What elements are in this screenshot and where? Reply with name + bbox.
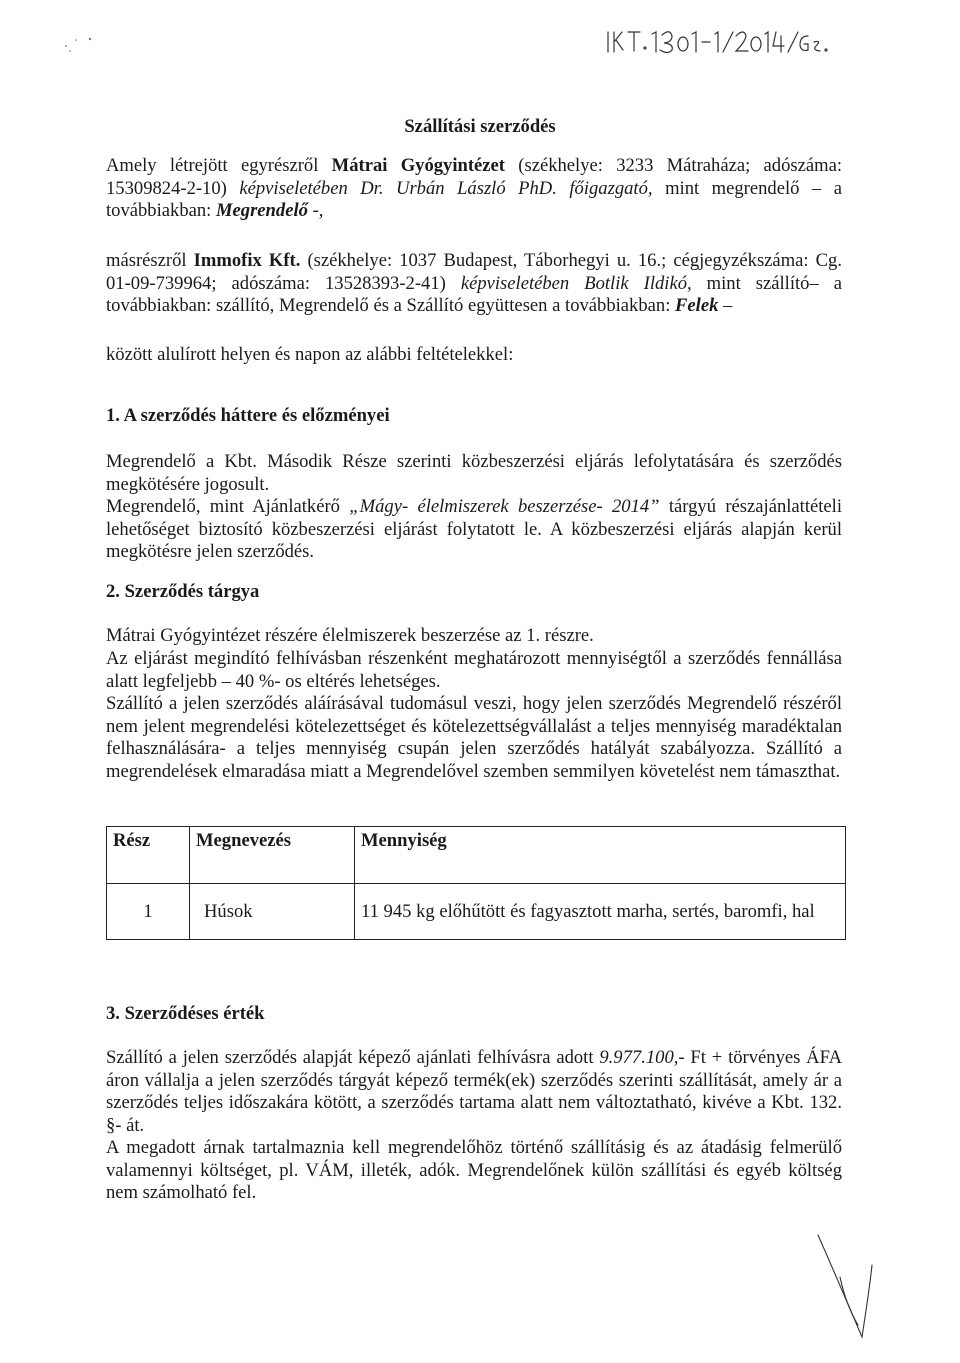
intro-closing: között alulírott helyen és napon az alábbi feltételekkel: — [106, 344, 514, 365]
scan-speck — [60, 34, 100, 54]
intro-text: -, — [307, 200, 324, 221]
table-cell-name: Húsok — [190, 884, 355, 940]
table-cell-quantity: 11 945 kg előhűtött és fagyasztott marha, sertés, baromfi, hal — [355, 884, 846, 940]
section-3-text: Ft + törvényes ÁFA áron vállalja a jelen szerződés tárgyát képező termék(ek) szerződés szerinti szállítását, amely ár a szerződés teljes időszakára kötött, a szerződés tartama alatt nem változtatható, kivéve a Kbt. 132. §- át. — [106, 1047, 842, 1136]
signature-initials — [800, 1225, 880, 1345]
table-header-cell: Mennyiség — [355, 827, 846, 884]
intro-text: Amely létrejött egyrészről — [106, 155, 332, 176]
handwritten-reference-drawing — [590, 18, 830, 58]
party-1-alias: Megrendelő — [215, 200, 308, 221]
section-1-paragraph-1: Megrendelő a Kbt. Második Része szerinti közbeszerzési eljárás lefolytatására és szerződés megkötésére jogosult. — [106, 451, 842, 495]
intro-party-2 — [106, 250, 842, 318]
table-header-row — [107, 827, 846, 884]
procurement-title: „Mágy- élelmiszerek beszerzése- 2014” — [349, 496, 660, 517]
section-2-paragraph-1: Mátrai Gyógyintézet részére élelmiszerek beszerzése az 1. részre. — [106, 625, 594, 646]
document-title: Szállítási szerződés — [404, 116, 556, 137]
intro-text: – — [718, 295, 733, 316]
section-3-paragraph-1 — [106, 1047, 842, 1137]
table-cell-part: 1 — [107, 884, 190, 940]
party-2-representative: képviseletében Botlik Ildikó, — [460, 272, 692, 294]
section-3-heading: 3. Szerződéses érték — [106, 1003, 265, 1024]
party-2-name: Immofix Kft. — [193, 250, 301, 271]
intro-text: (székhelye: 3233 Mátraháza; adószáma: 15309824-2-10) — [106, 155, 843, 199]
section-1-text: Megrendelő, mint Ajánlatkérő — [106, 496, 350, 517]
section-3-text: Szállító a jelen szerződés alapját képező ajánlati felhívásra adott — [106, 1047, 600, 1068]
scan-speck-marks — [60, 34, 100, 54]
section-2-paragraph-3: Szállító a jelen szerződés aláírásával tudomásul veszi, hogy jelen szerződés Megrendelő részéről nem jelent megrendelési kötelezettséget és kötelezettségvállalást a teljes mennyiség maradéktalan felhasználására- a teljes mennyiség csupán jelen szerződés hatályát szabályozza. Szállító a megrendelések elmaradása miatt a Megrendelővel szemben semmilyen követelést nem támaszthat. — [106, 693, 842, 782]
signature-initials-drawing — [800, 1225, 880, 1345]
intro-text: mint szállító– a továbbiakban: szállító, Megrendelő és a Szállító együttesen a továbbiakban: — [106, 272, 842, 316]
party-1-name: Mátrai Gyógyintézet — [331, 155, 505, 176]
section-2-heading: 2. Szerződés tárgya — [106, 581, 260, 602]
intro-text: (székhelye: 1037 Budapest, Táborhegyi u. 16.; cégjegyzékszáma: Cg. 01-09-739964; adószáma: 13528393-2-41) — [106, 250, 842, 294]
contract-price: 9.977.100,- — [599, 1047, 685, 1068]
table-header-cell: Rész — [107, 827, 190, 884]
parties-alias: Felek — [675, 295, 719, 316]
intro-text: mint megrendelő – a továbbiakban: — [106, 177, 842, 221]
party-1-representative: képviseletében Dr. Urbán László PhD. főigazgató, — [239, 177, 653, 199]
items-table — [106, 826, 846, 940]
section-1-text: tárgyú részajánlattételi lehetőséget biztosító közbeszerzési eljárást folytatott le. A közbeszerzési eljárás alapján kerül megkötésre jelen szerződés. — [106, 496, 842, 562]
handwritten-reference — [590, 18, 830, 58]
intro-text: másrészről — [106, 250, 194, 271]
section-2-paragraph-2: Az eljárást megindító felhívásban részenként meghatározott mennyiségtől a szerződés fennállása alatt legfeljebb – 40 %- os eltérés lehetséges. — [106, 648, 842, 692]
section-1-paragraph-2 — [106, 496, 842, 564]
intro-party-1 — [106, 155, 842, 223]
table-row — [107, 884, 846, 940]
section-3-paragraph-2: A megadott árnak tartalmaznia kell megrendelőhöz történő szállításig és az átadásig felmerülő valamennyi költséget, pl. VÁM, illeték, adók. Megrendelőnek külön szállítási és egyéb költség nem számolható fel. — [106, 1137, 842, 1203]
section-1-heading: 1. A szerződés háttere és előzményei — [106, 405, 390, 426]
table-header-cell: Megnevezés — [190, 827, 355, 884]
